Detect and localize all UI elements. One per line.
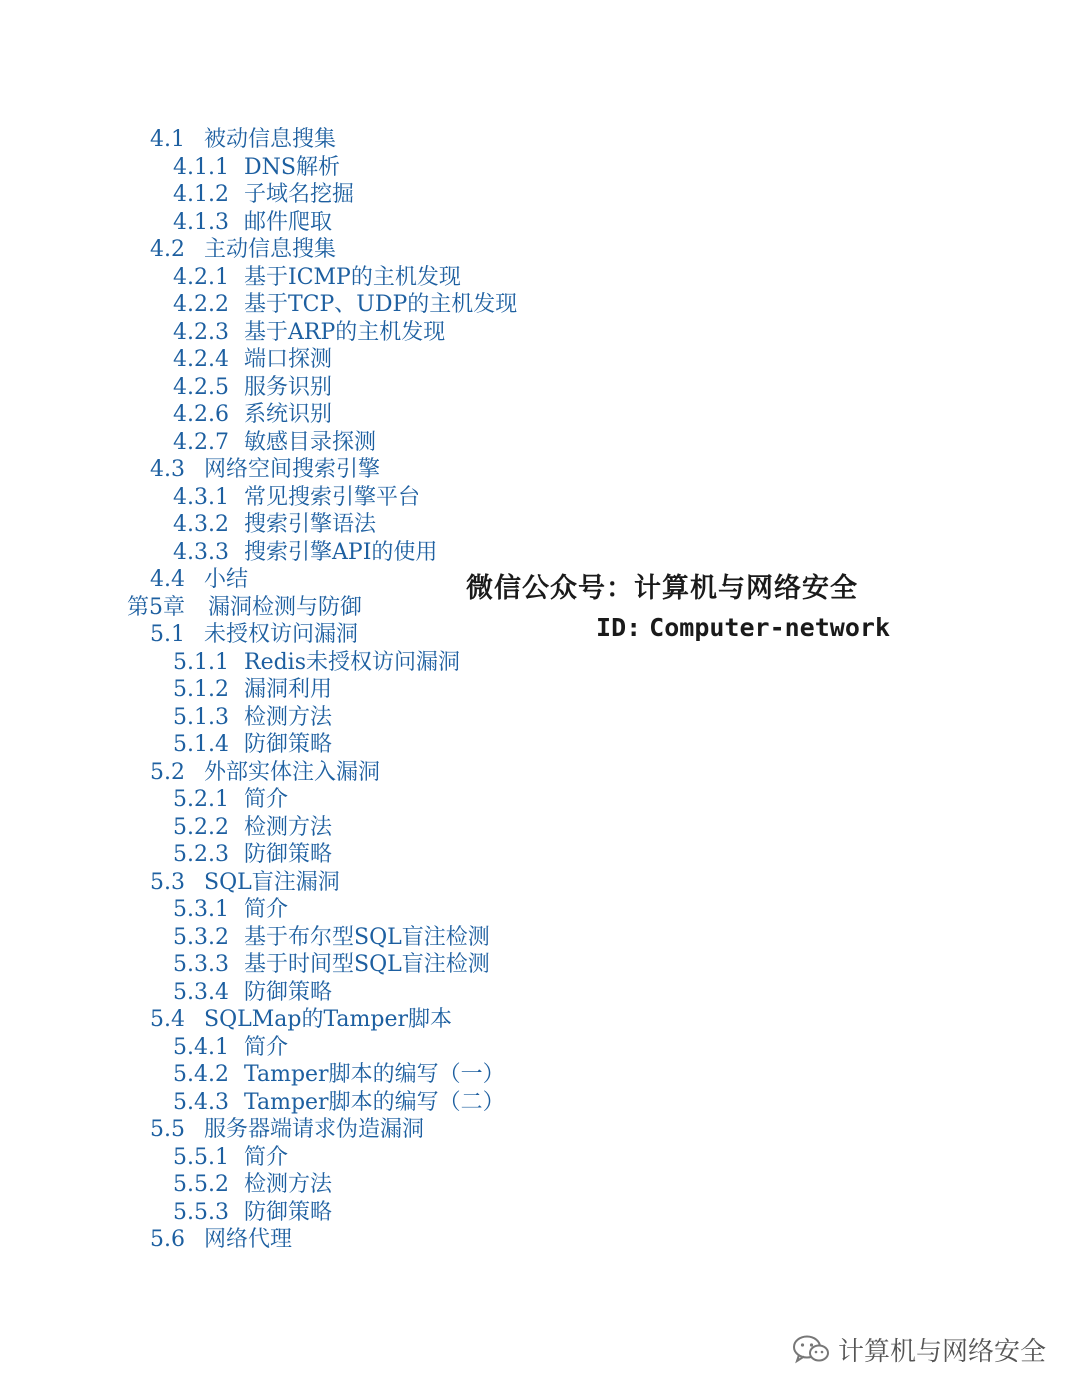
toc-entry-title: 网络空间搜索引擎 [204, 457, 381, 482]
toc-entry [0, 264, 640, 292]
watermark-account-name: 微信公众号：计算机与网络安全 [466, 573, 858, 604]
watermark-id-label: ID: [596, 613, 642, 642]
toc-entry-title: 防御策略 [244, 842, 333, 867]
toc-entry [0, 209, 640, 237]
toc-entry-number: 5.4.1 [173, 1034, 229, 1060]
toc-entry-title: 基于ICMP的主机发现 [244, 264, 461, 290]
toc-entry [0, 291, 640, 319]
toc-entry-title: 防御策略 [244, 732, 333, 757]
toc-entry [0, 1061, 640, 1089]
toc-entry-number: 4.2.5 [173, 374, 229, 400]
toc-entry [0, 676, 640, 704]
toc-entry-number: 5.1.4 [173, 732, 229, 757]
toc-entry [0, 319, 640, 347]
toc-entry-number: 5.2.1 [173, 787, 229, 812]
toc-entry-number: 4.2.7 [173, 429, 229, 455]
toc-entry [0, 1171, 640, 1199]
toc-entry-number: 5.4 [150, 1007, 185, 1032]
toc-entry-number: 5.3.1 [173, 897, 229, 922]
toc-entry [0, 1006, 640, 1034]
toc-entry-number: 4.1.2 [173, 182, 229, 207]
toc-entry-number: 5.3.3 [173, 952, 229, 977]
toc-entry [0, 1144, 640, 1172]
toc-entry-number: 5.6 [150, 1227, 185, 1252]
toc-entry-title: Tamper脚本的编写（二） [244, 1089, 505, 1115]
toc-entry [0, 1199, 640, 1227]
toc-entry [0, 346, 640, 374]
toc-entry-number: 4.4 [150, 567, 185, 592]
toc-entry-number: 5.5 [150, 1117, 185, 1142]
toc-entry [0, 759, 640, 787]
toc-entry-number: 5.1.2 [173, 677, 229, 702]
toc-entry-title: 网络代理 [204, 1227, 293, 1252]
toc-entry-number: 4.2.3 [173, 319, 229, 345]
toc-entry-title: 基于TCP、UDP的主机发现 [244, 292, 518, 317]
watermark-id-value: Computer-network [649, 613, 890, 642]
toc-entry-title: 子域名挖掘 [244, 182, 355, 207]
toc-entry-title: 简介 [244, 787, 289, 812]
toc-entry-number: 4.2.2 [173, 292, 229, 317]
toc-entry [0, 181, 640, 209]
footer-account-name: 计算机与网络安全 [837, 1336, 1046, 1367]
toc-entry-number: 5.4.2 [173, 1062, 229, 1087]
toc-entry [0, 896, 640, 924]
toc-entry-title: 防御策略 [244, 979, 333, 1005]
toc-entry-number: 4.2 [150, 237, 185, 262]
toc-entry-title: 邮件爬取 [244, 209, 333, 235]
toc-entry [0, 236, 640, 264]
toc-entry-title: 外部实体注入漏洞 [204, 759, 381, 785]
watermark [466, 570, 896, 648]
toc-entry [0, 924, 640, 952]
toc-entry-title: 基于ARP的主机发现 [244, 319, 446, 345]
toc-entry-title: 搜索引擎API的使用 [244, 539, 438, 565]
toc-entry [0, 154, 640, 182]
toc-entry-number: 4.2.4 [173, 347, 229, 372]
toc-entry-title: 防御策略 [244, 1199, 333, 1225]
toc-entry-title: DNS解析 [244, 154, 340, 180]
toc-entry [0, 704, 640, 732]
toc-entry-title: 服务器端请求伪造漏洞 [204, 1117, 425, 1142]
toc-entry-title: 端口探测 [244, 347, 333, 372]
toc-entry-title: Tamper脚本的编写（一） [244, 1062, 505, 1087]
toc-entry-number: 第5章 [127, 594, 185, 620]
toc-entry-title: 漏洞检测与防御 [208, 594, 363, 620]
toc-entry-title: 小结 [204, 567, 249, 592]
toc-entry-title: 检测方法 [244, 704, 333, 730]
toc-entry-title: 常见搜索引擎平台 [244, 484, 421, 510]
footer-signature [792, 1331, 1046, 1367]
toc-entry-number: 4.2.1 [173, 264, 229, 290]
toc-entry-number: 4.1.3 [173, 209, 229, 235]
toc-entry-title: 敏感目录探测 [244, 429, 377, 455]
toc-entry-title: 检测方法 [244, 1172, 333, 1197]
toc-entry-number: 4.3.3 [173, 539, 229, 565]
toc-entry [0, 869, 640, 897]
toc-entry-title: SQL盲注漏洞 [204, 869, 340, 895]
toc-entry-number: 4.3.2 [173, 512, 229, 537]
toc-entry-title: 检测方法 [244, 814, 333, 840]
toc-entry-title: 服务识别 [244, 374, 333, 400]
toc-entry [0, 539, 640, 567]
toc-entry-number: 5.1.1 [173, 649, 229, 675]
toc-entry [0, 484, 640, 512]
watermark-id [466, 608, 896, 648]
toc-entry [0, 1226, 640, 1254]
toc-entry [0, 951, 640, 979]
toc-entry-title: 主动信息搜集 [204, 237, 337, 262]
toc-entry-number: 4.3 [150, 457, 185, 482]
toc-entry [0, 786, 640, 814]
toc-entry-title: 被动信息搜集 [204, 127, 337, 152]
toc-entry-title: 搜索引擎语法 [244, 512, 377, 537]
toc-entry-number: 4.1.1 [173, 154, 229, 180]
toc-entry [0, 401, 640, 429]
toc-entry-title: Redis未授权访问漏洞 [244, 649, 460, 675]
toc-entry [0, 429, 640, 457]
toc-entry-title: 未授权访问漏洞 [204, 622, 359, 647]
table-of-contents [0, 126, 640, 1254]
toc-entry-title: 简介 [244, 1034, 289, 1060]
toc-entry [0, 511, 640, 539]
toc-entry [0, 1034, 640, 1062]
toc-entry-title: SQLMap的Tamper脚本 [204, 1007, 453, 1032]
toc-entry-number: 4.1 [150, 127, 185, 152]
toc-entry [0, 731, 640, 759]
toc-entry-number: 5.2.2 [173, 814, 229, 840]
toc-entry-title: 漏洞利用 [244, 677, 333, 702]
toc-entry [0, 374, 640, 402]
toc-entry-number: 5.3.4 [173, 979, 229, 1005]
toc-entry-title: 简介 [244, 1144, 289, 1170]
toc-entry-number: 5.5.2 [173, 1172, 229, 1197]
toc-entry [0, 814, 640, 842]
toc-entry [0, 649, 640, 677]
toc-entry-number: 5.2 [150, 759, 185, 785]
toc-entry-number: 4.2.6 [173, 402, 229, 427]
wechat-icon [792, 1334, 830, 1364]
toc-entry [0, 1116, 640, 1144]
toc-entry-number: 5.1 [150, 622, 185, 647]
toc-entry-number: 5.3.2 [173, 924, 229, 950]
toc-entry [0, 456, 640, 484]
toc-entry-number: 5.5.1 [173, 1144, 229, 1170]
toc-entry [0, 126, 640, 154]
toc-entry [0, 1089, 640, 1117]
toc-entry-number: 5.1.3 [173, 704, 229, 730]
toc-entry-title: 系统识别 [244, 402, 333, 427]
toc-entry [0, 979, 640, 1007]
toc-entry-number: 5.3 [150, 869, 185, 895]
toc-entry-number: 5.5.3 [173, 1199, 229, 1225]
toc-entry-title: 简介 [244, 897, 289, 922]
toc-entry-title: 基于布尔型SQL盲注检测 [244, 924, 490, 950]
toc-entry-title: 基于时间型SQL盲注检测 [244, 952, 490, 977]
toc-entry-number: 4.3.1 [173, 484, 229, 510]
toc-entry-number: 5.4.3 [173, 1089, 229, 1115]
toc-entry [0, 841, 640, 869]
toc-entry-number: 5.2.3 [173, 842, 229, 867]
